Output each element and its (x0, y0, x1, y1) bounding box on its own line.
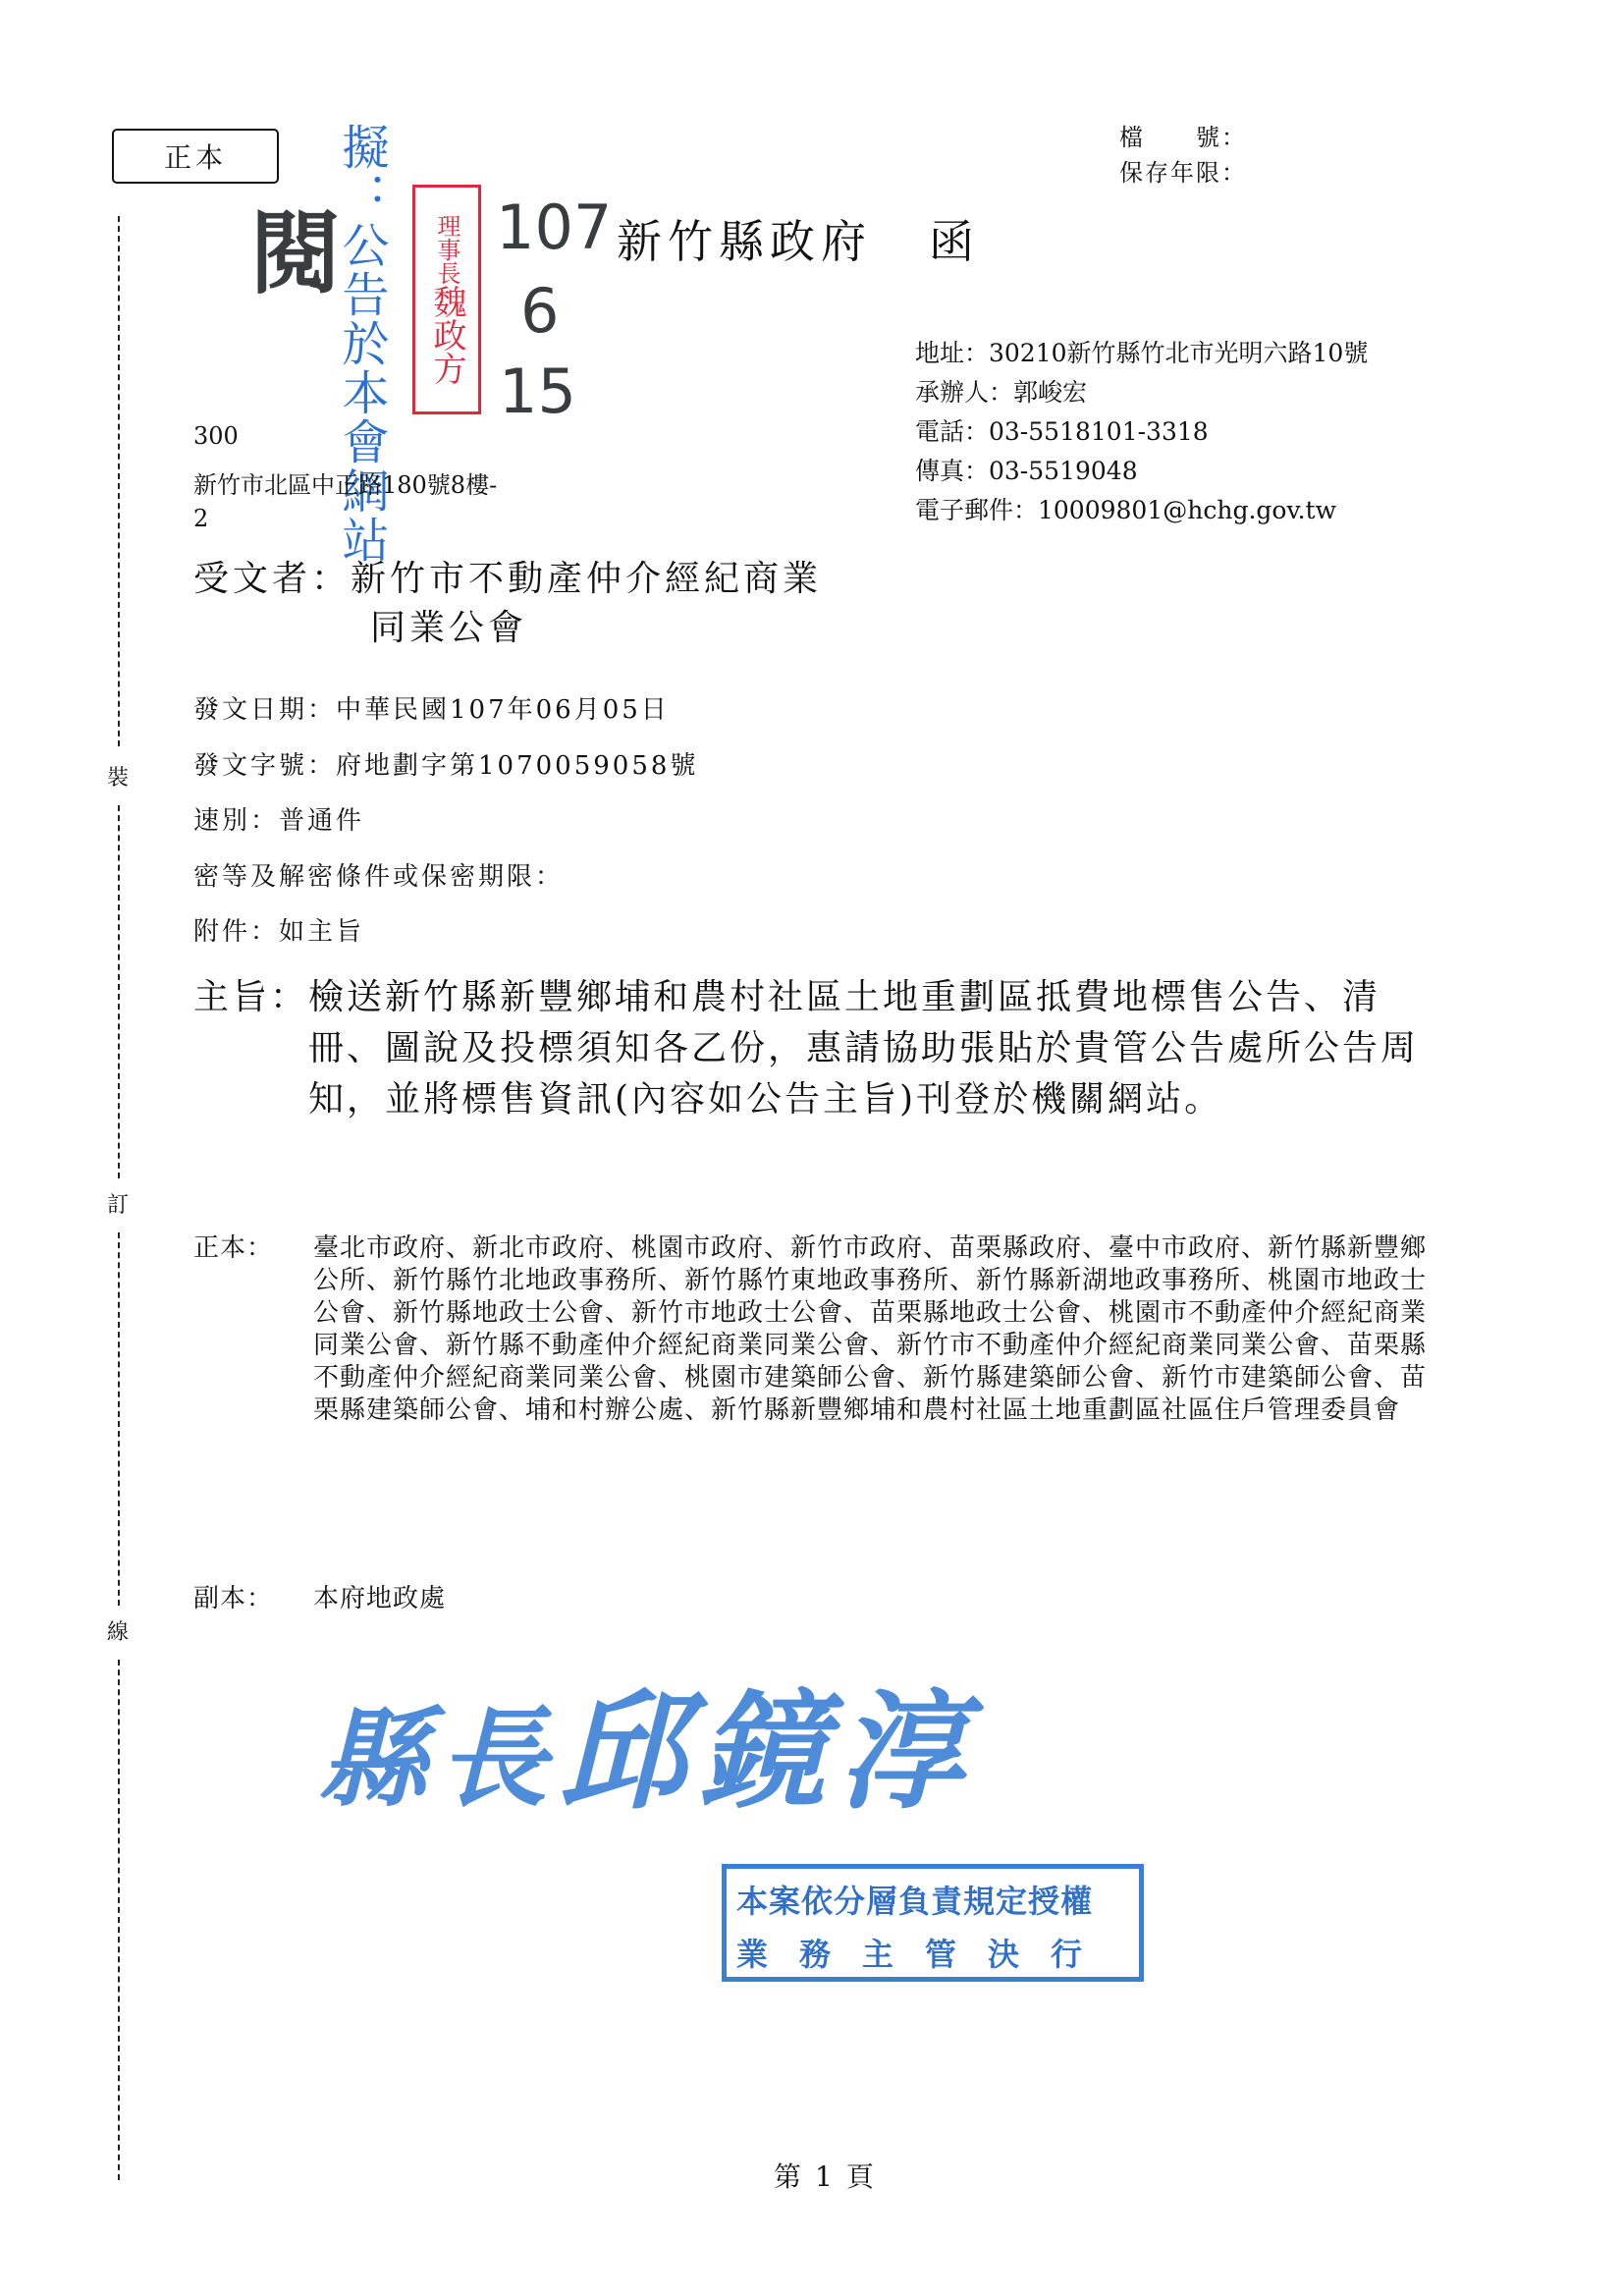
document-title (617, 206, 980, 271)
cc-original (193, 1232, 1445, 1427)
approval-line1: 本案依分層負責規定授權 (736, 1883, 1094, 1920)
approval-line2: 業務主管決行 (736, 1936, 1114, 1973)
recipient-address-line1: 新竹市北區中正路180號8樓- (193, 471, 498, 499)
binding-line-bottom (118, 1660, 120, 2180)
contact-email: 電子郵件：10009801@hchg.gov.tw (915, 496, 1337, 524)
delegation-approval-stamp (722, 1864, 1144, 1982)
blue-handwritten-note: 擬：公告於本會網站 (334, 123, 389, 565)
signature-name: 邱鏡淳 (559, 1676, 978, 1827)
issue-number: 發文字號：府地劃字第1070059058號 (193, 751, 699, 781)
recipient-address-line2: 2 (193, 505, 209, 532)
binding-mark-ding: 訂 (107, 1193, 130, 1218)
attachment: 附件：如主旨 (193, 917, 365, 947)
file-number-label: 檔 號： (1119, 124, 1247, 151)
handwritten-day: 15 (499, 355, 576, 427)
cc-original-text: 臺北市政府、新北市政府、桃園市政府、新竹市政府、苗栗縣政府、臺中市政府、新竹縣新豐鄉公所、新竹縣竹北地政事務所、新竹縣竹東地政事務所、新竹縣新湖地政事務所、桃園市地政士公會、新竹縣地政士公會、新竹市地政士公會、苗栗縣地政士公會、桃園市不動產仲介經紀商業同業公會、新竹縣不動產仲介經紀商業同業公會、新竹市不動產仲介經紀商業同業公會、苗栗縣不動產仲介經紀商業同業公會、桃園市建築師公會、新竹縣建築師公會、新竹市建築師公會、苗栗縣建築師公會、埔和村辦公處、新竹縣新豐鄉埔和農村社區土地重劃區社區住戶管理委員會 (313, 1233, 1428, 1425)
doc-type: 函 (929, 215, 980, 268)
issuer-name: 新竹縣政府 (617, 215, 872, 268)
cc-copy (193, 1583, 1445, 1615)
chairman-stamp (412, 185, 481, 414)
page-number: 第1頁 (774, 2160, 888, 2193)
binding-line-middle (118, 805, 120, 1178)
magistrate-signature (319, 1650, 977, 1833)
recipient-name-line1: 新竹市不動產仲介經紀商業 (351, 559, 823, 599)
urgency: 速別：普通件 (193, 806, 365, 836)
handwritten-year: 107 (496, 191, 613, 263)
binding-line-lower (118, 1232, 120, 1606)
signature-title: 縣長 (319, 1695, 559, 1822)
contact-handler: 承辦人：郭峻宏 (915, 378, 1088, 407)
recipient-label: 受文者： (193, 559, 352, 599)
binding-line-top (118, 216, 120, 746)
recipient-postcode: 300 (193, 422, 239, 450)
cc-copy-label: 副本： (193, 1584, 274, 1613)
contact-fax: 傳真：03-5519048 (915, 457, 1138, 485)
copy-type-box: 正本 (112, 129, 279, 184)
issue-date: 發文日期：中華民國107年06月05日 (193, 695, 670, 725)
stamp-title: 理事長 (433, 214, 460, 285)
contact-block (915, 334, 1368, 530)
binding-mark-zhuang: 裝 (107, 766, 130, 791)
subject (193, 972, 1440, 1125)
cc-original-label: 正本： (193, 1233, 274, 1263)
read-mark: 閱 (250, 201, 342, 306)
contact-address: 地址：30210新竹縣竹北市光明六路10號 (915, 339, 1369, 367)
cc-copy-text: 本府地政處 (313, 1584, 447, 1613)
recipient-name-line2: 同業公會 (370, 608, 528, 648)
binding-mark-xian: 線 (107, 1620, 130, 1645)
contact-phone: 電話：03-5518101-3318 (915, 417, 1209, 446)
stamp-name: 魏政方 (427, 285, 466, 385)
retention-label: 保存年限： (1119, 159, 1247, 187)
subject-text: 檢送新竹縣新豐鄉埔和農村社區土地重劃區抵費地標售公告、清冊、圖說及投標須知各乙份，惠請協助張貼於貴管公告處所公告周知，並將標售資訊(內容如公告主旨)刊登於機關網站。 (308, 977, 1420, 1120)
handwritten-month: 6 (520, 275, 560, 347)
confidentiality: 密等及解密條件或保密期限： (193, 862, 565, 892)
recipient (193, 555, 822, 653)
subject-label: 主旨： (193, 977, 309, 1017)
